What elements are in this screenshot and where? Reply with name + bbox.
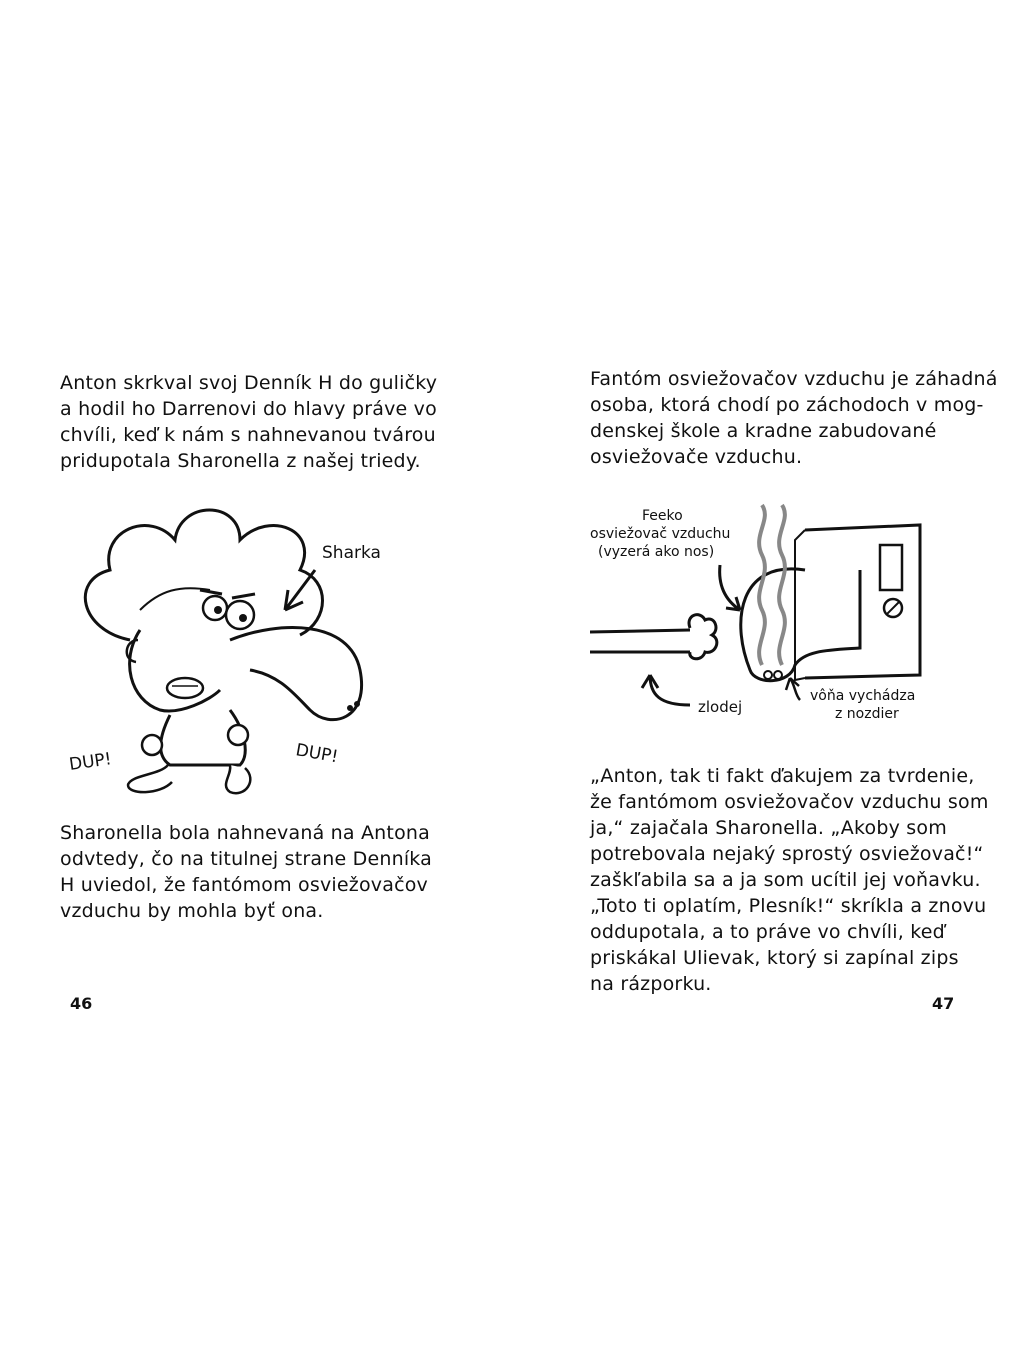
device-label-2: osviežovač vzduchu xyxy=(590,526,731,542)
text-line: potrebovala nejaký sprostý osviežovač!“ xyxy=(590,843,984,865)
air-freshener-nose xyxy=(741,569,860,681)
text-line: zaškľabila sa a ja som ucítil jej voňavku. xyxy=(590,869,981,891)
sharka-nose xyxy=(230,628,362,720)
text-line: „Anton, tak ti fakt ďakujem za tvrdenie, xyxy=(590,765,975,787)
thief-arm xyxy=(590,630,690,652)
text-line: vzduchu by mohla byť ona. xyxy=(60,900,324,922)
text-line: „Toto ti oplatím, Plesník!“ skríkla a znovu xyxy=(590,895,987,917)
page-number-right: 47 xyxy=(932,994,955,1013)
thief-arrow xyxy=(642,675,690,705)
text-line: chvíli, keď k nám s nahnevanou tvárou xyxy=(60,424,436,446)
text-line: oddupotala, a to práve vo chvíli, keď xyxy=(590,921,945,943)
thief-label: zlodej xyxy=(698,698,743,716)
sharka-hair xyxy=(85,510,322,640)
page-number-left: 46 xyxy=(70,994,93,1013)
stomp-left-label: DUP! xyxy=(67,749,113,775)
scent-label-2: z nozdier xyxy=(835,706,899,722)
device-label-1: Feeko xyxy=(642,508,683,524)
text-line: osviežovače vzduchu. xyxy=(590,446,803,468)
text-line: Anton skrkval svoj Denník H do guličky xyxy=(60,372,438,394)
scent-arrow xyxy=(786,678,800,700)
sharka-illustration xyxy=(60,490,420,800)
device-arrow xyxy=(720,565,740,610)
left-paragraph-2 xyxy=(60,820,432,924)
device-label-3: (vyzerá ako nos) xyxy=(598,544,715,560)
text-line: denskej škole a kradne zabudované xyxy=(590,420,937,442)
scent-wave xyxy=(779,505,785,665)
text-line: pridupotala Sharonella z našej triedy. xyxy=(60,450,421,472)
left-paragraph-1 xyxy=(60,370,437,474)
right-page xyxy=(512,0,1024,1365)
stomp-right-label: DUP! xyxy=(294,740,340,768)
text-line: na rázporku. xyxy=(590,973,712,995)
scent-wave xyxy=(759,505,765,665)
text-line: priskákal Ulievak, ktorý si zapínal zips xyxy=(590,947,959,969)
text-line: že fantómom osviežovačov vzduchu som xyxy=(590,791,989,813)
scent-label-1: vôňa vychádza xyxy=(810,688,916,704)
right-paragraph-2 xyxy=(590,763,989,997)
text-line: odvtedy, čo na titulnej strane Denníka xyxy=(60,848,433,870)
sharka-label: Sharka xyxy=(322,543,381,563)
text-line: ja,“ zajačala Sharonella. „Akoby som xyxy=(590,817,947,839)
sharka-face xyxy=(130,630,220,711)
text-line: Fantóm osviežovačov vzduchu je záhadná xyxy=(590,368,998,390)
sharka-mouth xyxy=(167,678,203,698)
text-line: H uviedol, že fantómom osviežovačov xyxy=(60,874,428,896)
air-freshener-illustration xyxy=(590,500,950,730)
thief-hand xyxy=(689,615,717,659)
text-line: a hodil ho Darrenovi do hlavy práve vo xyxy=(60,398,437,420)
text-line: osoba, ktorá chodí po záchodoch v mog- xyxy=(590,394,984,416)
sharka-arrow xyxy=(285,570,315,610)
text-line: Sharonella bola nahnevaná na Antona xyxy=(60,822,430,844)
sharka-eye-right xyxy=(226,601,254,629)
right-paragraph-1 xyxy=(590,366,998,470)
